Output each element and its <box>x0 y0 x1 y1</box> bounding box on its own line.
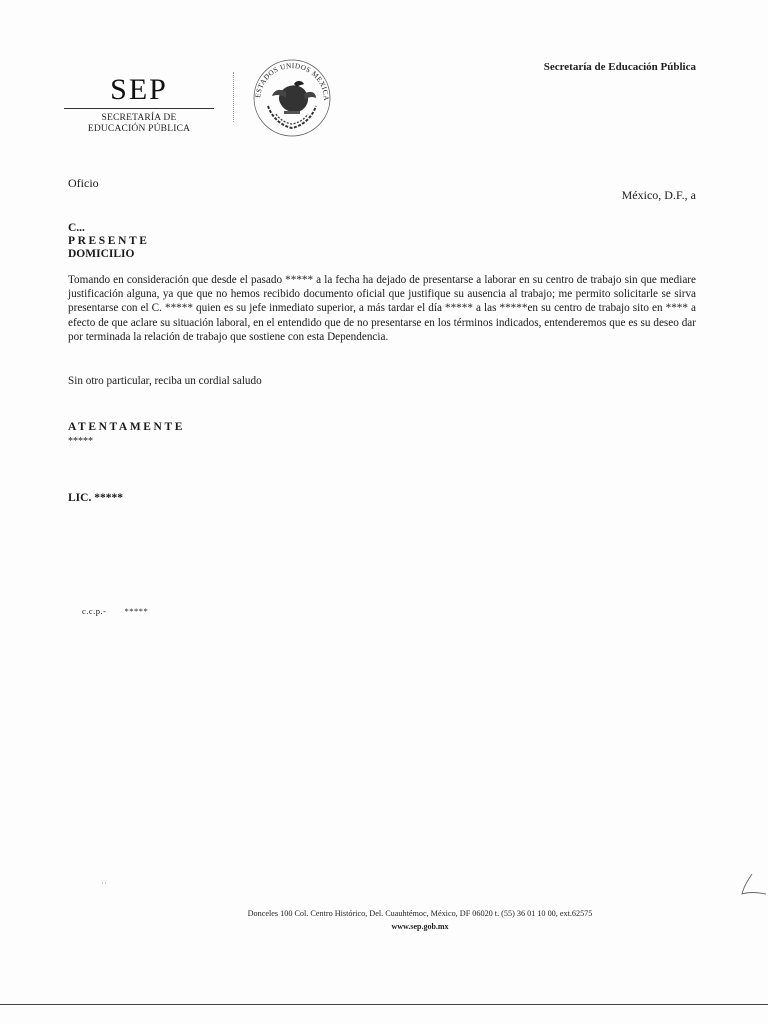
scan-mark: ˙˙ <box>101 881 107 891</box>
signer-name: LIC. ***** <box>68 492 123 504</box>
ccp-value: ***** <box>124 606 149 616</box>
footer-address: Donceles 100 Col. Centro Histórico, Del. Cuauhtémoc, México, DF 06020 t. (55) 36 01 10 00, ext.62575 <box>247 909 593 918</box>
logo-subtitle-line2: EDUCACIÓN PÚBLICA <box>87 124 191 134</box>
signature-placeholder: ***** <box>68 436 93 447</box>
logo-subtitle-line1: SECRETARÍA DE <box>101 113 177 123</box>
page-bottom-rule <box>0 1004 768 1005</box>
national-seal-icon <box>250 54 334 138</box>
presente-label: PRESENTE <box>68 235 150 247</box>
ccp-line <box>82 606 148 616</box>
sep-logo <box>64 74 214 135</box>
ccp-label: c.c.p.- <box>82 606 107 616</box>
footer-website: www.sep.gob.mx <box>391 922 449 931</box>
oficio-label: Oficio <box>68 176 99 190</box>
recipient-block <box>68 222 150 261</box>
letter-body: Tomando en consideración que desde el pasado ***** a la fecha ha dejado de presentarse a laborar en su centro de trabajo sin que mediare justificación alguna, ya que que no hemos recibido documento oficial que justifique su ausencia al trabajo; me permito solicitarle se sirva presentarse con el C. ***** quien es su jefe inmediato superior, a más tardar el día ***** a las *****en su centro de trabajo sito en **** a efecto de que aclare su situación laboral, en el entendido que de no presentarse en los términos indicados, entenderemos que es su deseo dar por terminada la relación de trabajo que sostiene con esta Dependencia. <box>68 274 696 343</box>
closing-line: Sin otro particular, reciba un cordial saludo <box>68 375 262 387</box>
scribble-mark-icon <box>738 872 768 902</box>
organization-name: Secretaría de Educación Pública <box>543 61 696 73</box>
atentamente-label: ATENTAMENTE <box>68 421 185 433</box>
recipient-name: C... <box>68 222 85 234</box>
domicilio-label: DOMICILIO <box>68 248 135 260</box>
logo-mark: SEP <box>110 73 168 106</box>
seal-divider <box>233 72 236 122</box>
seal-text: ESTADOS UNIDOS MEXICA <box>254 61 331 102</box>
place-date: México, D.F., a <box>621 188 696 202</box>
logo-divider <box>64 108 214 109</box>
